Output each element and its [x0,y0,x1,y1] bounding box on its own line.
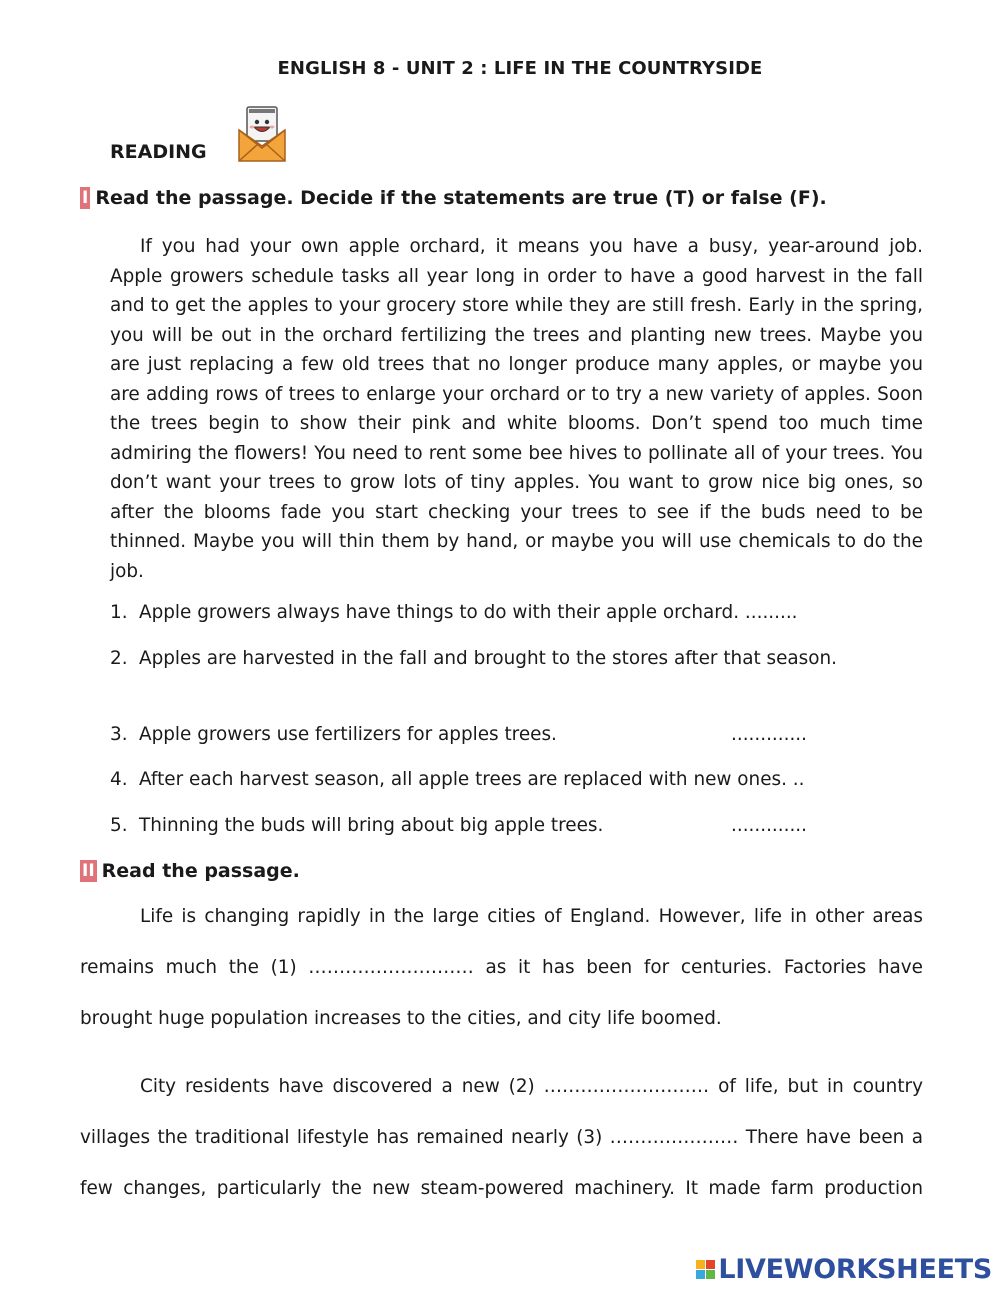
liveworksheets-logo[interactable] [696,1254,992,1285]
statement-4 [110,769,804,790]
answer-blank-5[interactable]: ............. [731,815,807,836]
cloze-paragraph-1 [80,906,923,1059]
statement-text: Apple growers use fertilizers for apples trees. [139,724,557,745]
statement-number: 4. [110,769,128,790]
section1-instruction: Read the passage. Decide if the statements are true (T) or false (F). [95,187,827,209]
statement-text: After each harvest season, all apple trees are replaced with new ones. .. [139,769,805,790]
reading-label: READING [110,141,207,163]
section-badge: I [82,188,89,208]
statement-text: Apple growers always have things to do with their apple orchard. ......... [139,602,798,623]
section1-heading [80,187,827,209]
statement-2 [110,648,837,669]
cloze-line: few changes, particularly the new steam-powered machinery. It made farm production [80,1178,923,1199]
cloze-line: Life is changing rapidly in the large cities of England. However, life in other areas [140,906,923,927]
cloze-line: City residents have discovered a new (2) ……………………… of life, but in country [140,1076,923,1097]
envelope-mascot-icon [236,104,288,164]
cloze-line: remains much the (1) ……………………… as it has been for centuries. Factories have [80,957,923,978]
statement-number: 3. [110,724,128,745]
statement-number: 1. [110,602,128,623]
page-title: ENGLISH 8 - UNIT 2 : LIFE IN THE COUNTRYSIDE [277,58,763,79]
section2-heading [80,860,300,882]
cloze-paragraph-2 [80,1076,923,1229]
statement-5 [110,815,603,836]
statement-number: 2. [110,648,128,669]
answer-blank-3[interactable]: ............. [731,724,807,745]
logo-blocks-icon [696,1260,715,1279]
section2-instruction: Read the passage. [101,860,300,882]
cloze-line: brought huge population increases to the cities, and city life boomed. [80,1008,722,1029]
statement-3 [110,724,557,745]
reading-passage: If you had your own apple orchard, it means you have a busy, year-around job. Apple growers schedule tasks all year long in order to have a good harvest in the fall and to get the apples to your grocery store while they are still fresh. Early in the spring, you will be out in the orchard fertilizing the trees and planting new trees. Maybe you are just replacing a few old trees that no longer produce many apples, or maybe you are adding rows of trees to enlarge your orchard or to try a new variety of apples. Soon the trees begin to show their pink and white blooms. Don’t spend too much time admiring the flowers! You need to rent some bee hives to pollinate all of your trees. You don’t want your trees to grow lots of tiny apples. You want to grow nice big ones, so after the blooms fade you start checking your trees to see if the buds need to be thinned. Maybe you will thin them by hand, or maybe you will use chemicals to do the job. [110,236,923,582]
statement-text: Thinning the buds will bring about big apple trees. [139,815,604,836]
logo-text: LIVEWORKSHEETS [718,1254,992,1285]
cloze-line: villages the traditional lifestyle has remained nearly (3) ………………… There have been a [80,1127,923,1148]
statement-text: Apples are harvested in the fall and brought to the stores after that season. [139,648,838,669]
section-badge: II [82,861,95,881]
statement-number: 5. [110,815,128,836]
statement-1 [110,602,798,623]
